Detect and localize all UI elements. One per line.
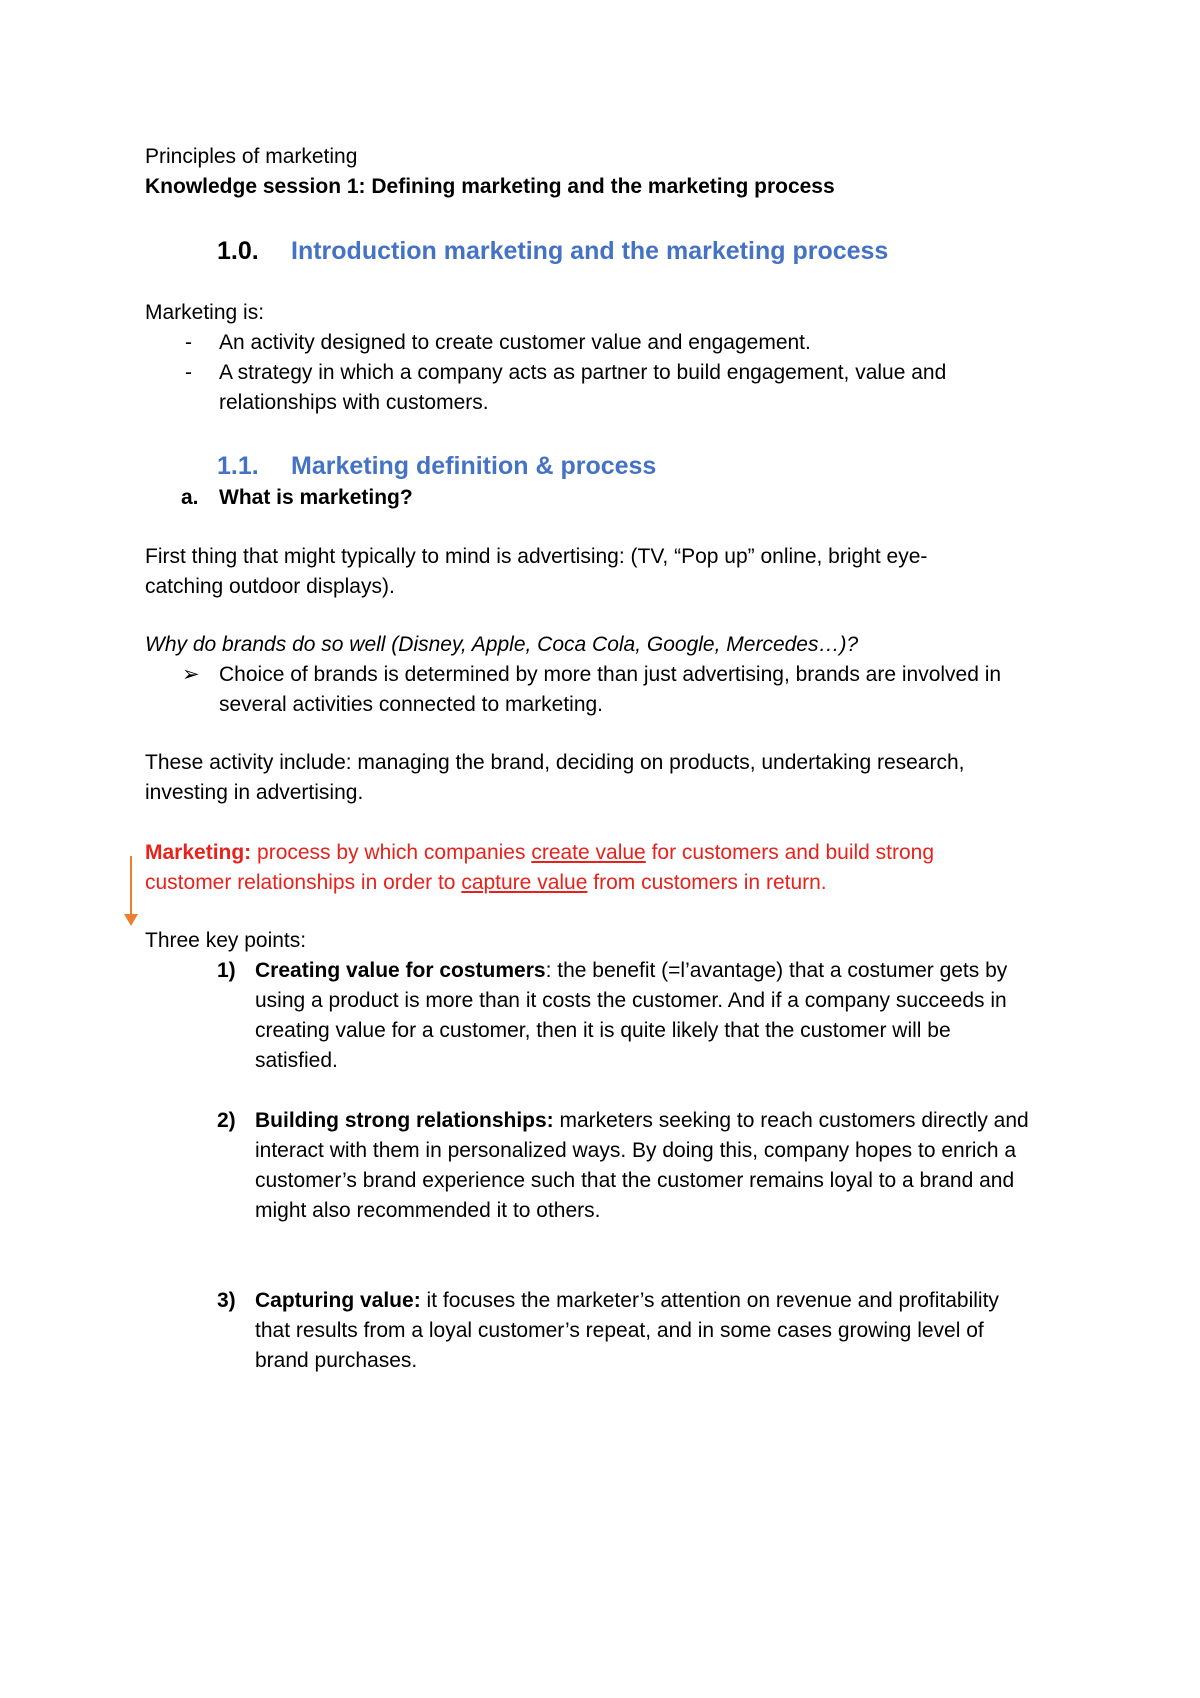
- item-number: 2): [217, 1109, 236, 1132]
- item-text: creating value for a customer, then it is quite likely that the customer will be: [255, 1019, 951, 1042]
- item-text: interact with them in personalized ways. By doing this, company hopes to enrich a: [255, 1139, 1017, 1162]
- marketing-is-section: [145, 298, 1065, 418]
- paragraph-line: investing in advertising.: [145, 781, 364, 804]
- marketing-is-intro: Marketing is:: [145, 301, 265, 324]
- item-number: 3): [217, 1289, 236, 1312]
- heading-1-0: [145, 236, 1067, 266]
- item-text: might also recommended it to others.: [255, 1199, 601, 1222]
- subheading-a-row: [145, 483, 1065, 513]
- arrow-bullet-icon: ➢: [182, 663, 200, 686]
- item-title: Capturing value:: [255, 1289, 421, 1312]
- paragraph-line: First thing that might typically to mind is advertising: (TV, “Pop up” online, bright eye-: [145, 545, 928, 568]
- heading-text: Introduction marketing and the marketing process: [291, 237, 889, 265]
- subheading-a: [145, 483, 1065, 513]
- key-points-intro: Three key points:: [145, 929, 307, 952]
- definition-text: for customers and build strong: [645, 841, 935, 864]
- list-item-text: An activity designed to create customer value and engagement.: [219, 331, 811, 354]
- paragraph-advertising: [145, 542, 1065, 602]
- dash-bullet: -: [185, 331, 192, 354]
- item-text: marketers seeking to reach customers directly and: [553, 1109, 1029, 1132]
- subheading-text: What is marketing?: [219, 486, 413, 509]
- heading-number: 1.1.: [217, 452, 259, 480]
- item-text: : the benefit (=l’avantage) that a costumer gets by: [545, 959, 1008, 982]
- down-arrow-annotation-icon: [122, 856, 142, 928]
- brands-question: Why do brands do so well (Disney, Apple, Coca Cola, Google, Mercedes…)?: [145, 633, 859, 656]
- item-text: it focuses the marketer’s attention on revenue and profitability: [420, 1289, 999, 1312]
- key-points-section: [145, 926, 1065, 1376]
- dash-bullet: -: [185, 361, 192, 384]
- heading-text: Marketing definition & process: [291, 452, 657, 480]
- list-item: [145, 660, 1065, 720]
- item-text: that results from a loyal customer’s repeat, and in some cases growing level of: [255, 1319, 984, 1342]
- item-text: brand purchases.: [255, 1349, 418, 1372]
- paragraph-line: These activity include: managing the brand, deciding on products, undertaking research,: [145, 751, 965, 774]
- definition-text: process by which companies: [251, 841, 532, 864]
- item-title: Creating value for costumers: [255, 959, 546, 982]
- list-item-text: several activities connected to marketing.: [219, 693, 604, 716]
- list-item: [145, 328, 1065, 358]
- list-item-text: Choice of brands is determined by more than just advertising, brands are involved in: [219, 663, 1002, 686]
- definition-text: customer relationships in order to: [145, 871, 462, 894]
- brands-question-section: [145, 630, 1065, 720]
- document-header: [145, 142, 1065, 202]
- list-item-text: A strategy in which a company acts as partner to build engagement, value and: [219, 361, 947, 384]
- list-item: [145, 956, 1065, 1076]
- heading-1-1: [145, 451, 1067, 481]
- definition-text: from customers in return.: [587, 871, 827, 894]
- definition-underlined: create value: [531, 841, 646, 864]
- heading-number: 1.0.: [217, 237, 259, 265]
- paragraph-activities: [145, 748, 1065, 808]
- list-item-text: relationships with customers.: [219, 391, 489, 414]
- document-subtitle: Knowledge session 1: Defining marketing and the marketing process: [145, 175, 835, 198]
- document-title: Principles of marketing: [145, 145, 358, 168]
- marketing-definition: [145, 838, 1065, 898]
- item-text: using a product is more than it costs the customer. And if a company succeeds in: [255, 989, 1007, 1012]
- definition-label: Marketing:: [145, 841, 252, 864]
- item-title: Building strong relationships:: [255, 1109, 554, 1132]
- item-text: satisfied.: [255, 1049, 338, 1072]
- definition-underlined: capture value: [461, 871, 588, 894]
- subheading-marker: a.: [181, 486, 199, 509]
- item-text: customer’s brand experience such that the customer remains loyal to a brand and: [255, 1169, 1015, 1192]
- list-item: [145, 358, 1065, 418]
- paragraph-line: catching outdoor displays).: [145, 575, 395, 598]
- item-number: 1): [217, 959, 236, 982]
- list-item: [145, 1106, 1065, 1226]
- list-item: [145, 1286, 1065, 1376]
